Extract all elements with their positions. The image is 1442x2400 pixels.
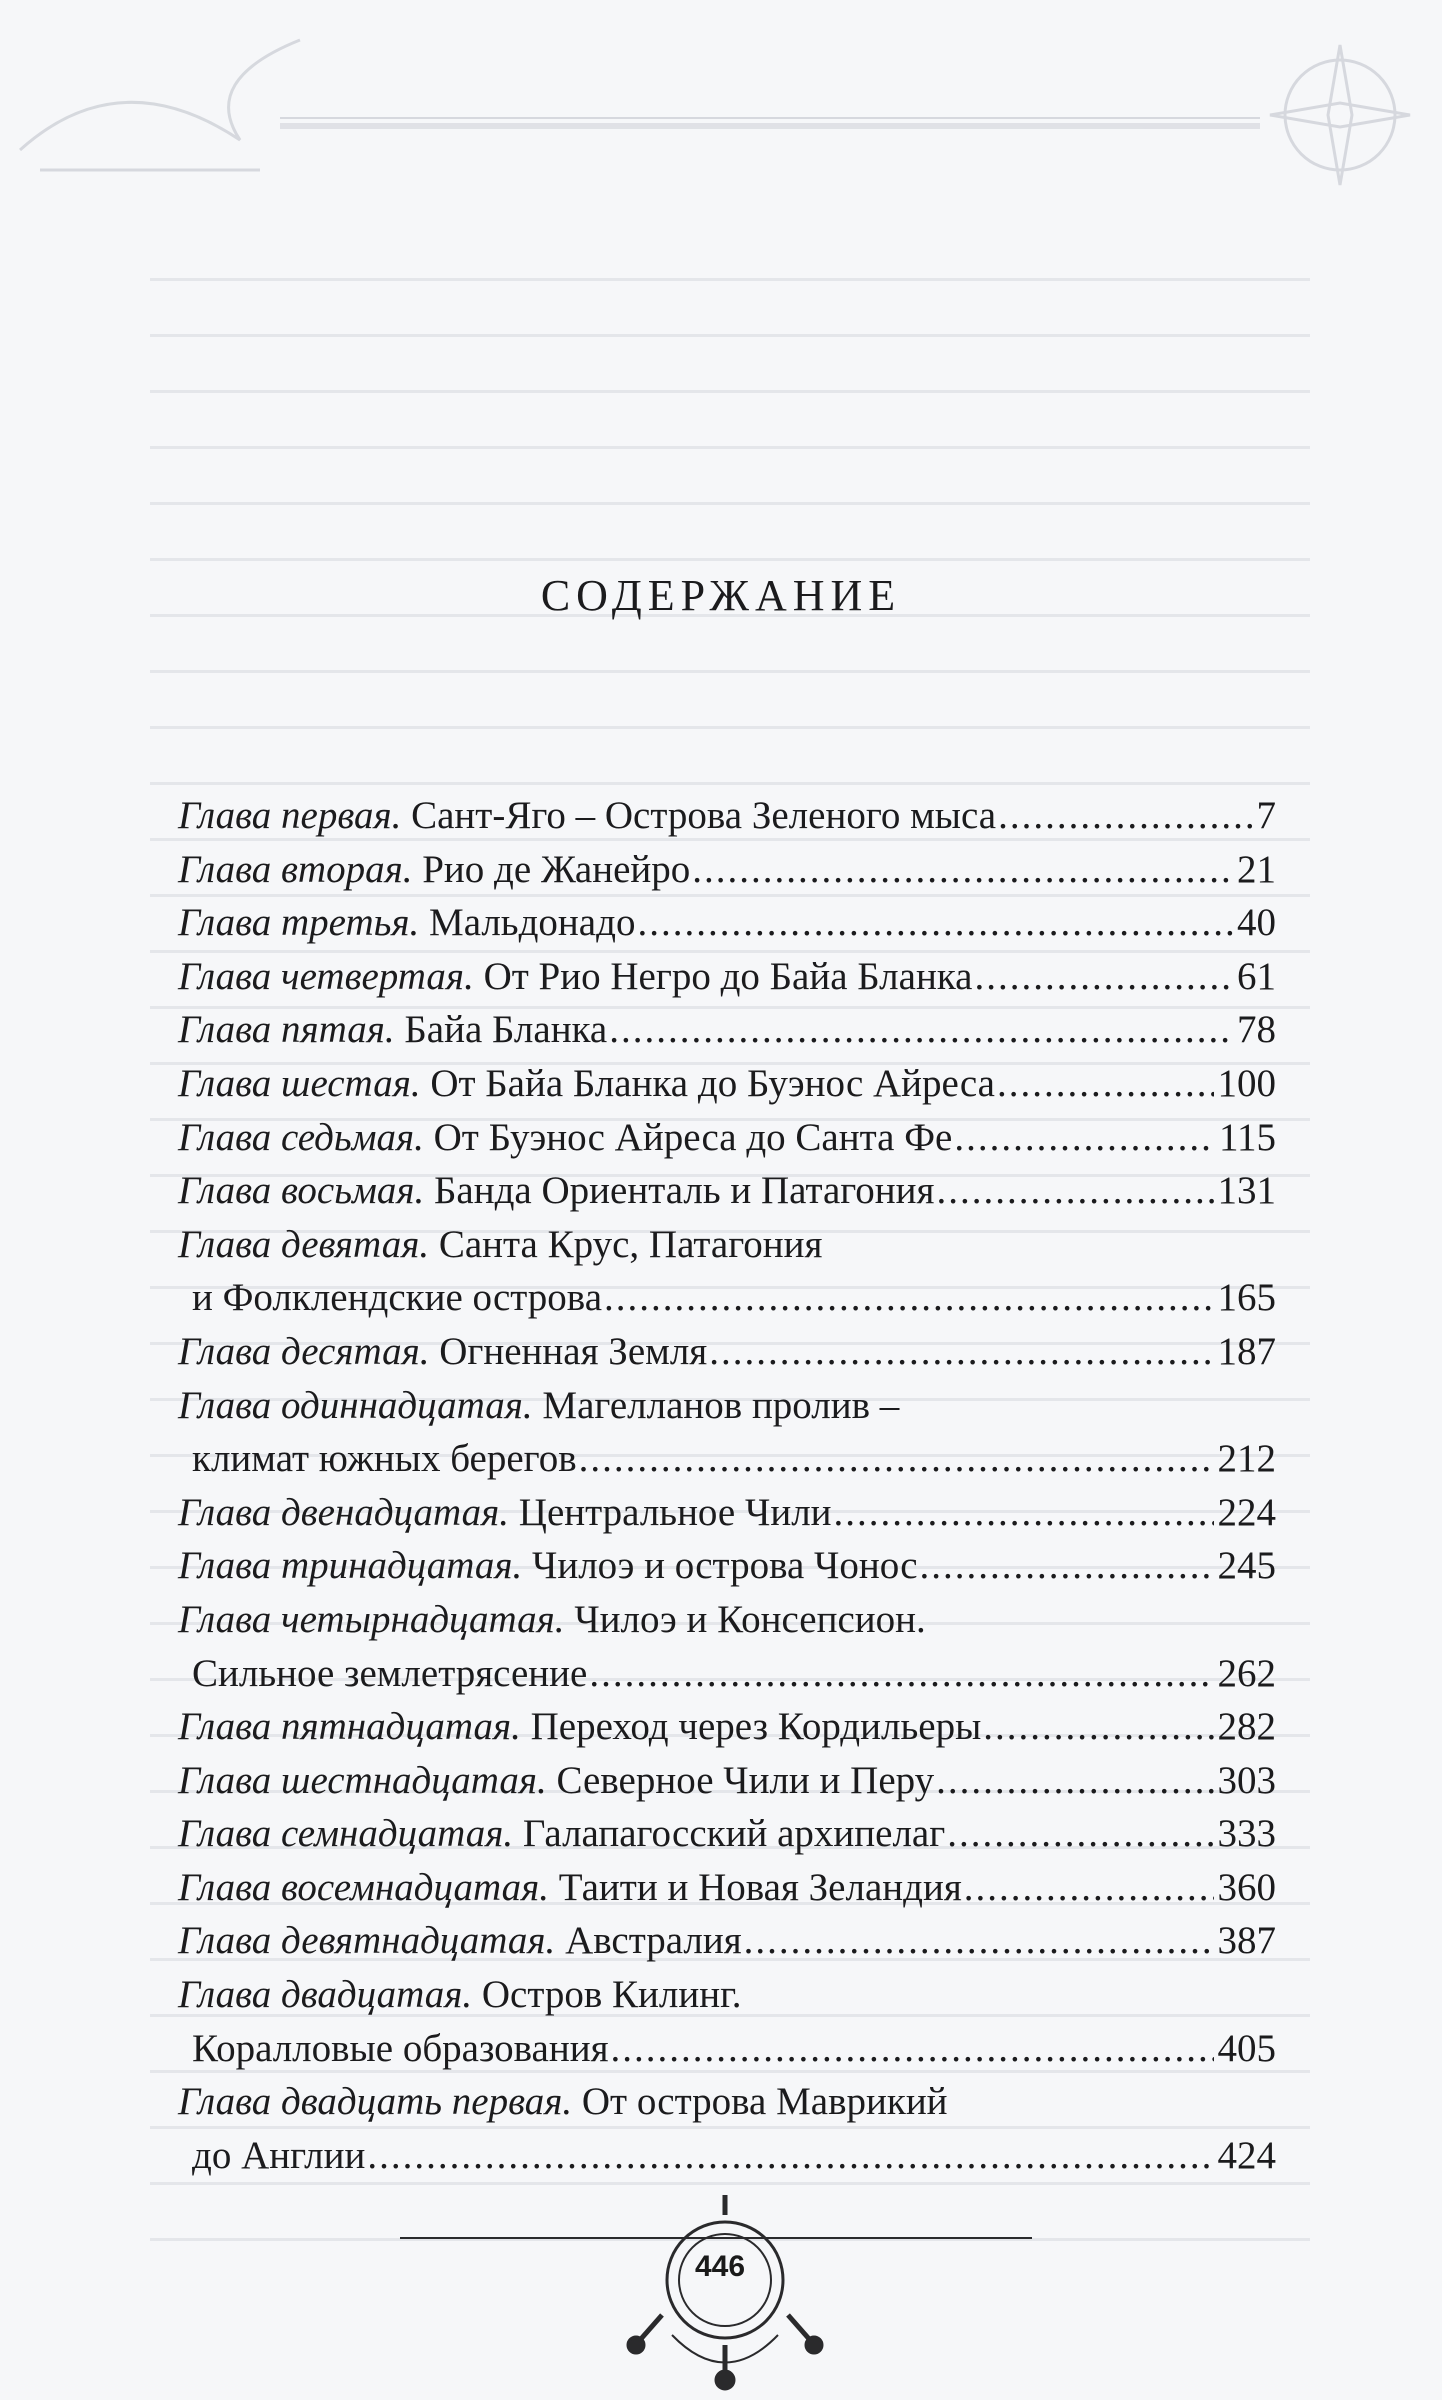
chapter-title: Центральное Чили	[518, 1490, 832, 1534]
chapter-title: Байа Бланка	[404, 1008, 608, 1052]
dot-leader	[589, 1651, 1213, 1696]
chapter-page-number: 424	[1217, 2133, 1276, 2177]
chapter-title-continuation: Сильное землетрясение	[192, 1651, 588, 1695]
toc-entry	[178, 793, 1276, 847]
chapter-page-number: 303	[1217, 1758, 1276, 1802]
toc-entry	[178, 1865, 1276, 1919]
dot-leader	[937, 1168, 1214, 1213]
toc-entry	[178, 1383, 1276, 1437]
toc-entry	[178, 1811, 1276, 1865]
chapter-title: Банда Ориенталь и Патагония	[434, 1169, 935, 1213]
chapter-page-number: 212	[1217, 1437, 1276, 1481]
chapter-page-number: 40	[1237, 901, 1276, 945]
toc-entry	[178, 1061, 1276, 1115]
chapter-title-continuation: и Фолклендские острова	[192, 1276, 603, 1320]
chapter-label: Глава девятая.	[178, 1222, 430, 1266]
chapter-title: Санта Крус, Патагония	[438, 1222, 823, 1266]
chapter-label: Глава четырнадцатая.	[178, 1597, 565, 1641]
chapter-page-number: 224	[1217, 1490, 1276, 1534]
page-title: СОДЕРЖАНИЕ	[540, 571, 902, 620]
chapter-page-number: 333	[1217, 1812, 1276, 1856]
chapter-label: Глава двенадцатая.	[178, 1490, 510, 1534]
dot-leader	[964, 1865, 1214, 1910]
chapter-page-number: 131	[1217, 1169, 1276, 1213]
dot-leader	[975, 954, 1234, 999]
dot-leader	[983, 1704, 1213, 1749]
dot-leader	[936, 1758, 1213, 1803]
chapter-page-number: 7	[1256, 794, 1276, 837]
toc-entry-continuation	[178, 1275, 1276, 1329]
chapter-label: Глава восемнадцатая.	[178, 1865, 550, 1909]
chapter-title: От Рио Негро до Байа Бланка	[483, 954, 973, 998]
chapter-title: Австралия	[565, 1919, 742, 1963]
chapter-label: Глава первая.	[178, 794, 402, 837]
toc-entry-continuation	[178, 1436, 1276, 1490]
chapter-label: Глава одиннадцатая.	[178, 1383, 533, 1427]
chapter-label: Глава восьмая.	[178, 1169, 425, 1213]
chapter-title: От Буэнос Айреса до Санта Фе	[433, 1115, 953, 1159]
toc-entry	[178, 1222, 1276, 1276]
chapter-title: От острова Маврикий	[581, 2080, 948, 2124]
toc-entry	[178, 1168, 1276, 1222]
chapter-label: Глава седьмая.	[178, 1115, 424, 1159]
dot-leader	[637, 900, 1233, 945]
chapter-title: Таити и Новая Зеландия	[558, 1865, 962, 1909]
chapter-page-number: 245	[1217, 1544, 1276, 1588]
toc-entry	[178, 1115, 1276, 1169]
dot-leader	[367, 2133, 1213, 2178]
dot-leader	[609, 1007, 1233, 1052]
ship-wheel-ornament-icon	[600, 2195, 850, 2400]
toc-entry	[178, 954, 1276, 1008]
chapter-title: Северное Чили и Перу	[556, 1758, 935, 1802]
dot-leader	[692, 847, 1233, 892]
chapter-title-continuation: климат южных берегов	[192, 1437, 577, 1481]
chapter-title: От Байа Бланка до Буэнос Айреса	[430, 1061, 995, 1105]
dot-leader	[604, 1275, 1213, 1320]
chapter-page-number: 405	[1217, 2026, 1276, 2070]
toc-entry	[178, 1490, 1276, 1544]
dot-leader	[744, 1918, 1214, 1963]
toc-entry	[178, 1758, 1276, 1812]
chapter-title: Магелланов пролив –	[542, 1383, 900, 1427]
chapter-label: Глава вторая.	[178, 847, 413, 891]
chapter-page-number: 187	[1217, 1329, 1276, 1373]
chapter-label: Глава тринадцатая.	[178, 1544, 523, 1588]
chapter-label: Глава девятнадцатая.	[178, 1919, 556, 1963]
ship-compass-ornament-icon	[0, 0, 1442, 190]
chapter-title: Чилоэ и Консепсион.	[574, 1597, 926, 1641]
toc-entry	[178, 1597, 1276, 1651]
chapter-label: Глава пятнадцатая.	[178, 1705, 521, 1749]
dot-leader	[920, 1543, 1214, 1588]
chapter-label: Глава шестая.	[178, 1061, 421, 1105]
chapter-label: Глава шестнадцатая.	[178, 1758, 547, 1802]
dot-leader	[947, 1811, 1213, 1856]
toc-entry	[178, 1704, 1276, 1758]
chapter-title: Галапагосский архипелаг	[522, 1812, 946, 1856]
dot-leader	[998, 793, 1252, 838]
dot-leader	[834, 1490, 1214, 1535]
dot-leader	[709, 1329, 1213, 1374]
toc-entry	[178, 2079, 1276, 2133]
chapter-label: Глава четвертая.	[178, 954, 474, 998]
toc-entry-continuation	[178, 2026, 1276, 2080]
chapter-label: Глава десятая.	[178, 1329, 430, 1373]
toc-entry	[178, 1329, 1276, 1383]
toc-entry	[178, 1543, 1276, 1597]
chapter-page-number: 78	[1237, 1008, 1276, 1052]
chapter-page-number: 387	[1217, 1919, 1276, 1963]
chapter-page-number: 165	[1217, 1276, 1276, 1320]
chapter-title-continuation: Коралловые образования	[192, 2026, 609, 2070]
chapter-label: Глава двадцать первая.	[178, 2080, 573, 2124]
chapter-title: Огненная Земля	[439, 1329, 708, 1373]
chapter-page-number: 100	[1217, 1061, 1276, 1105]
chapter-title: Мальдонадо	[429, 901, 636, 945]
chapter-title: Переход через Кордильеры	[530, 1705, 982, 1749]
chapter-title: Чилоэ и острова Чонос	[532, 1544, 918, 1588]
page-number: 446	[694, 2250, 746, 2283]
dot-leader	[611, 2026, 1214, 2071]
toc-entry-continuation	[178, 2133, 1276, 2187]
chapter-title: Сант-Яго – Острова Зеленого мыса	[411, 794, 997, 837]
chapter-label: Глава пятая.	[178, 1008, 395, 1052]
chapter-page-number: 262	[1217, 1651, 1276, 1695]
chapter-label: Глава третья.	[178, 901, 420, 945]
chapter-label: Глава двадцатая.	[178, 1973, 473, 2017]
toc-entry	[178, 1972, 1276, 2026]
dot-leader	[997, 1061, 1214, 1106]
toc-entry	[178, 1918, 1276, 1972]
chapter-page-number: 282	[1217, 1705, 1276, 1749]
toc-entry	[178, 900, 1276, 954]
chapter-title-continuation: до Англии	[192, 2133, 366, 2177]
toc-entry-continuation	[178, 1651, 1276, 1705]
dot-leader	[579, 1436, 1214, 1481]
chapter-page-number: 360	[1217, 1865, 1276, 1909]
table-of-contents	[178, 793, 1276, 2186]
chapter-title: Остров Килинг.	[481, 1973, 742, 2017]
dot-leader	[954, 1115, 1215, 1160]
chapter-title: Рио де Жанейро	[422, 847, 691, 891]
chapter-page-number: 61	[1237, 954, 1276, 998]
toc-entry	[178, 847, 1276, 901]
chapter-label: Глава семнадцатая.	[178, 1812, 514, 1856]
toc-entry	[178, 1007, 1276, 1061]
chapter-page-number: 115	[1218, 1115, 1276, 1159]
chapter-page-number: 21	[1237, 847, 1276, 891]
